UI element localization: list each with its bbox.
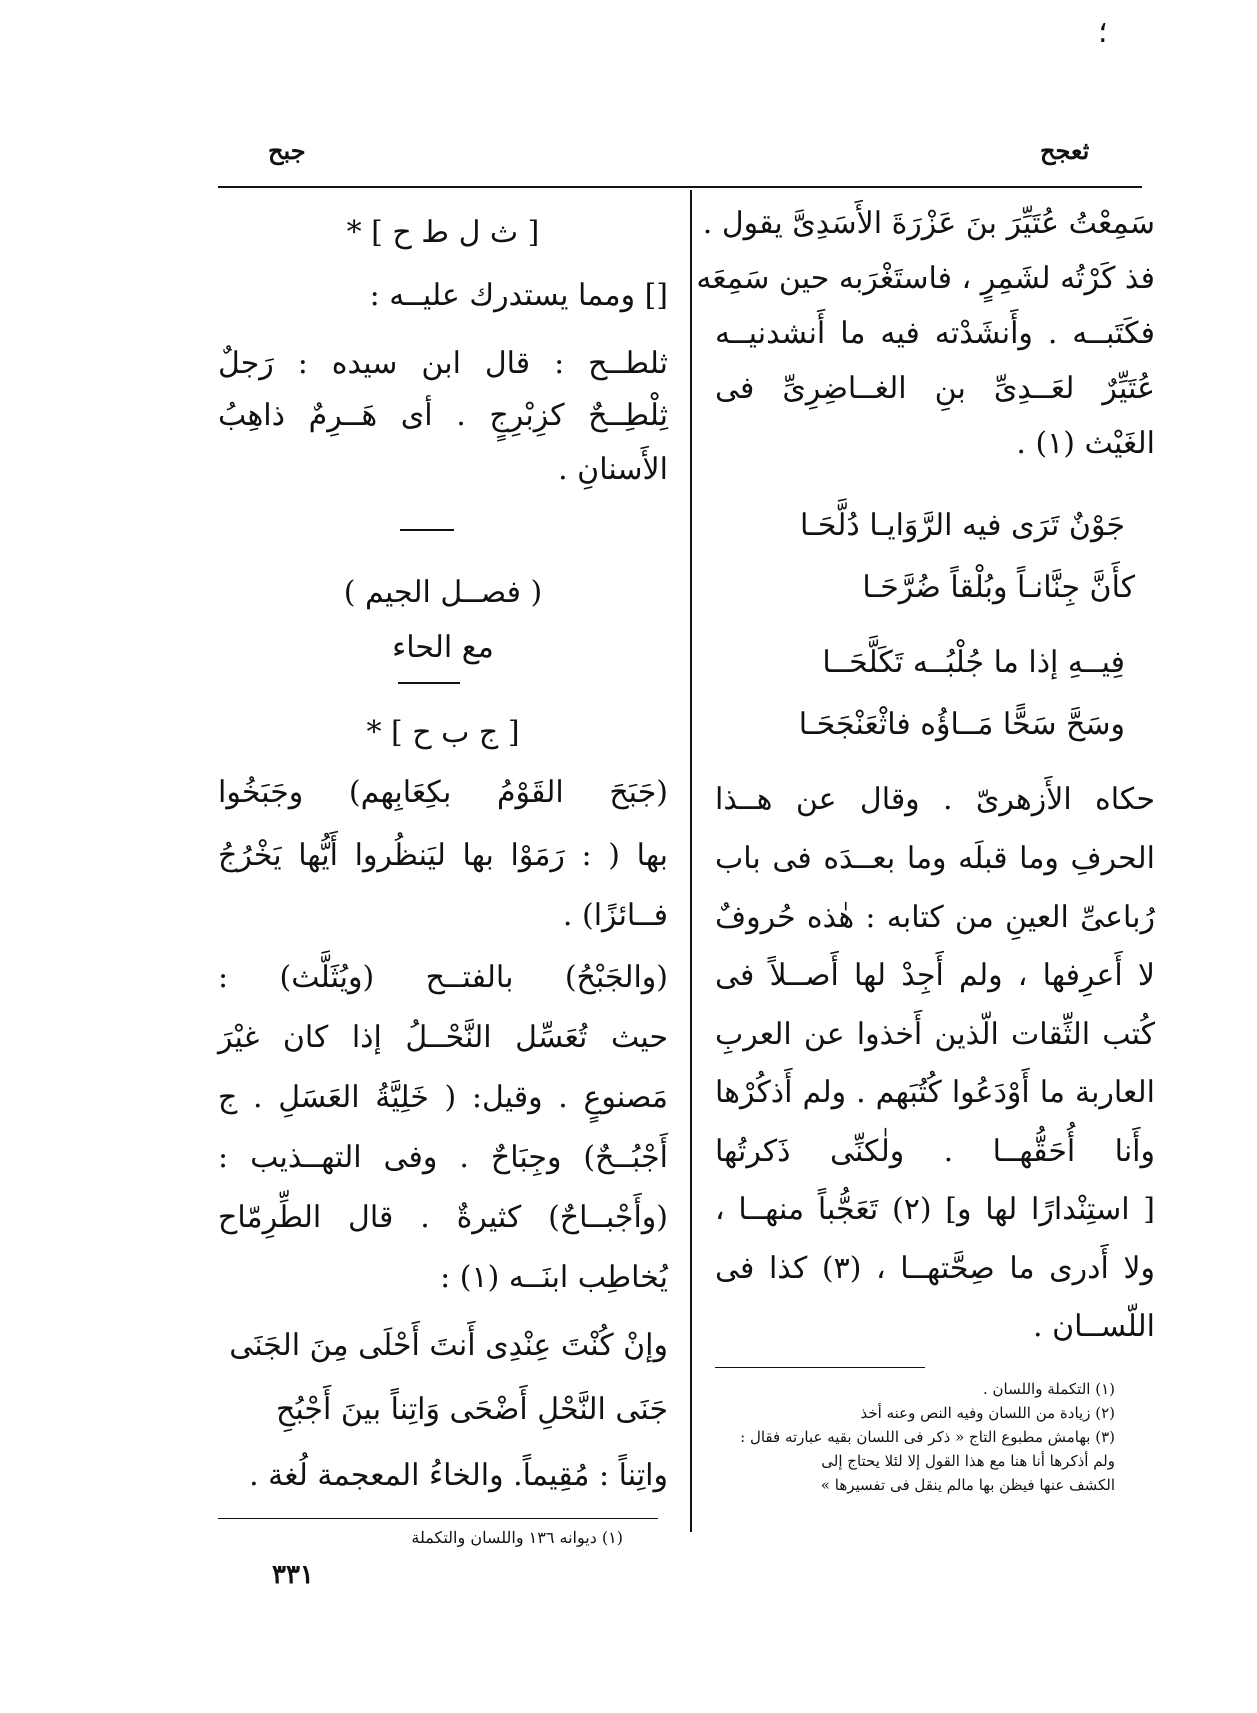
footnote: (١) ديوانه ١٣٦ واللسان والتكملة (411, 1528, 623, 1547)
footnote: (٣) بهامش مطبوع التاج « ذكر فى اللسان بقيه عبارته فقال : (740, 1428, 1115, 1446)
text-line: (والجَبْحُ) بالفتــح (ويُثَلَّث) : (218, 960, 668, 995)
entry-heading: [ ث ل ط ح ] * (346, 215, 540, 250)
entry-heading: [ ج ب ح ] * (366, 715, 520, 750)
poem-line: فِيــهِ إذا ما جُلْبُــه تَكَلَّحَــا (822, 645, 1125, 680)
text-line: (وأَجْبــاحٌ) كثيرةٌ . قال الطِّرِمّاح (218, 1200, 668, 1235)
text-line: رُباعىِّ العينِ من كتابه : هٰذه حُروفٌ (715, 900, 1155, 935)
text-line: الغَيْث (١) . (1016, 426, 1155, 461)
text-line: (جَبَحَ القَوْمُ بكِعَابِهم) وجَبَخُوا (218, 775, 668, 810)
poem-line: كأَنَّ جِنَّانـاً وبُلْقاً ضُرَّحَـا (862, 570, 1135, 605)
text-line: ثِلْطِــحٌ كزِبْرِجٍ . أى هَــرِمٌ ذاهِبُ (218, 398, 668, 433)
section-rule (400, 529, 454, 531)
right-column (696, 0, 1155, 1713)
verse-line: وإنْ كُنْتَ عِنْدِى أَنتَ أَحْلَى مِنَ الجَنَى (229, 1328, 668, 1363)
text-line: لا أَعرِفها ، ولم أَجِدْ لها أَصــلاً فى (715, 958, 1155, 993)
footnote-rule (218, 1518, 658, 1519)
verse-line: جَنَى النَّحْلِ أَضْحَى وَاتِناً بينَ أَجْبُحِ (276, 1392, 668, 1427)
text-line: بها ( : رَمَوْا بها ليَنظُروا أَيُّها يَخْرُجُ (218, 838, 668, 873)
text-line: عُتَيِّرٌ لعَــدِىِّ بنِ الغــاضِرِىِّ فى (715, 371, 1155, 406)
section-subheading: مع الحاء (392, 630, 494, 665)
text-line: الحرفِ وما قبلَه وما بعــدَه فى باب (715, 841, 1155, 876)
text-line: فذ كَرْتُه لشَمِرٍ ، فاستَغْرَبه حين سَمِعَه (696, 261, 1155, 296)
text-line: العاربة ما أَوْدَعُوا كُتُبَهم . ولم أَذكُرْها (715, 1075, 1155, 1110)
text-line: أَجْبُــحٌ) وجِبَاحٌ . وفى التهــذيب : (218, 1140, 668, 1175)
footnote-rule (715, 1367, 925, 1368)
text-line: يُخاطِب ابنَــه (١) : (440, 1260, 668, 1295)
text-line: فكَتَبــه . وأَنشَدْته فيه ما أَنشدنيــه (715, 316, 1155, 351)
text-line: [ استِنْدارًا لها و] (٢) تَعَجُّباً منهــا ، (715, 1192, 1155, 1227)
section-rule (398, 682, 460, 684)
text-line: ولا أَدرى ما صِحَّتهــا ، (٣) كذا فى (715, 1251, 1155, 1286)
poem-line: وسَحَّ سَحًّا مَــاؤُه فاثْعَنْجَحَـا (798, 707, 1125, 742)
footnote: الكشف عنها فيظن بها مالم ينقل فى تفسيرها » (820, 1476, 1115, 1494)
text-line: واتِناً : مُقِيماً. والخاءُ المعجمة لُغة . (249, 1458, 668, 1493)
section-heading: ( فصــل الجيم ) (343, 575, 543, 610)
page-number: ٣٣١ (272, 1560, 314, 1590)
text-line: حكاه الأَزهرىّ . وقال عن هــذا (715, 782, 1155, 817)
corner-mark: ؛ (1098, 15, 1108, 50)
running-header-right: ثعجح (1040, 136, 1090, 165)
poem-line: جَوْنٌ تَرَى فيه الرَّوَايـا دُلَّحَـا (799, 508, 1125, 543)
running-header-left: جبح (268, 136, 306, 165)
text-line: اللّســان . (1033, 1309, 1155, 1344)
footnote: ولم أذكرها أنا هنا مع هذا القول إلا لئلا يحتاج إلى (821, 1452, 1115, 1470)
text-line: كُتب الثِّقات الّذين أَخذوا عن العربِ (715, 1017, 1155, 1052)
text-line: سَمِعْتُ عُتَيِّرَ بنَ عَزْرَةَ الأَسَدِىَّ يقول . (702, 206, 1155, 241)
text-line: مَصنوعٍ . وقيل: ( خَلِيَّةُ العَسَلِ . ج (218, 1080, 668, 1115)
footnote: (٢) زيادة من اللسان وفيه النص وعنه أخذ (860, 1404, 1115, 1422)
text-line: الأَسنانِ . (558, 452, 668, 487)
text-line: فــائزًا) . (562, 898, 668, 933)
footnote: (١) التكملة واللسان . (983, 1380, 1115, 1398)
text-line: وأَنا أُحَقُّهــا . ولٰكنِّى ذَكرتُها (715, 1134, 1155, 1169)
column-divider (690, 190, 692, 1532)
text-line: [] ومما يستدرك عليــه : (369, 278, 668, 313)
text-line: حيث تُعَسِّل النَّحْــلُ إذا كان غيْرَ (218, 1020, 668, 1055)
left-column (218, 0, 668, 1713)
text-line: ثلطــح : قال ابن سيده : رَجلٌ (218, 346, 668, 381)
